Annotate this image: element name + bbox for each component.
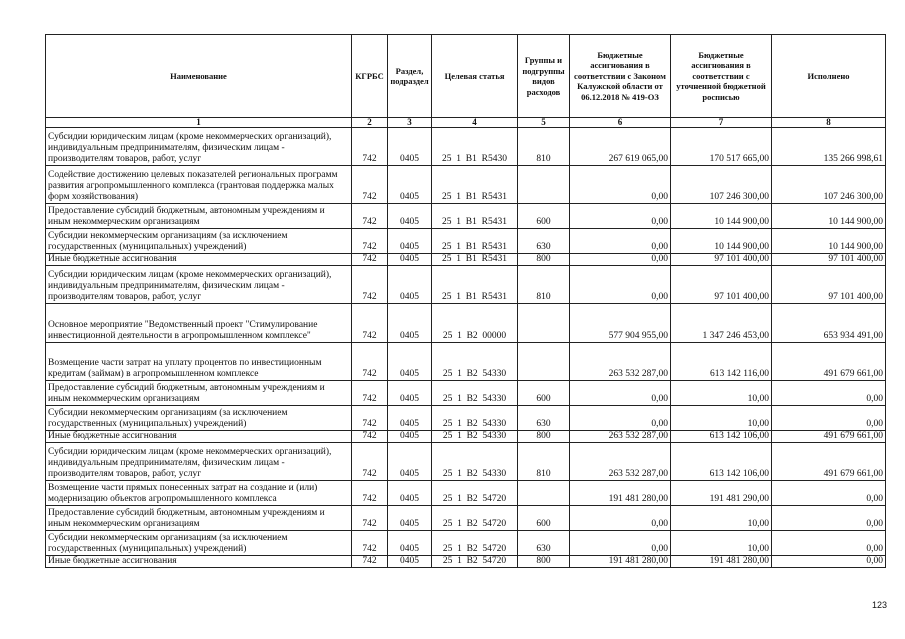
row-name: Возмещение части затрат на уплату процентов по инвестиционным кредитам (займам) в агропромышленном комплексе <box>46 343 352 381</box>
row-expense-type <box>518 304 570 343</box>
table-row <box>46 381 886 406</box>
table-row <box>46 266 886 304</box>
row-target-article: 25 1 В2 54330 <box>432 406 518 431</box>
row-executed: 491 679 661,00 <box>772 431 886 443</box>
row-kgrbs: 742 <box>352 254 388 266</box>
row-kgrbs: 742 <box>352 506 388 531</box>
row-name: Основное мероприятие "Ведомственный проект "Стимулирование инвестиционной деятельности в агропромышленном комплексе" <box>46 304 352 343</box>
row-razdel: 0405 <box>388 229 432 254</box>
row-expense-type: 630 <box>518 406 570 431</box>
header-expense-type: Группы и подгруппы видов расходов <box>518 35 570 118</box>
row-expense-type: 800 <box>518 431 570 443</box>
row-law-allocation: 267 619 065,00 <box>570 128 671 166</box>
row-razdel: 0405 <box>388 254 432 266</box>
row-refined-allocation: 191 481 290,00 <box>671 481 772 506</box>
table-row <box>46 229 886 254</box>
row-target-article: 25 1 В2 54720 <box>432 506 518 531</box>
row-refined-allocation: 613 142 106,00 <box>671 431 772 443</box>
row-name: Субсидии некоммерческим организациям (за исключением государственных (муниципальных) учреждений) <box>46 406 352 431</box>
row-razdel: 0405 <box>388 531 432 556</box>
header-kgrbs: КГРБС <box>352 35 388 118</box>
row-law-allocation: 0,00 <box>570 229 671 254</box>
header-law-allocations: Бюджетные ассигнования в соответствии с Законом Калужской области от 06.12.2018 № 419-ОЗ <box>570 35 671 118</box>
row-executed: 10 144 900,00 <box>772 229 886 254</box>
column-number: 2 <box>352 118 388 128</box>
row-expense-type: 600 <box>518 381 570 406</box>
table-row <box>46 304 886 343</box>
column-number: 4 <box>432 118 518 128</box>
row-expense-type: 600 <box>518 204 570 229</box>
row-name: Иные бюджетные ассигнования <box>46 254 352 266</box>
row-target-article: 25 1 В1 R5431 <box>432 266 518 304</box>
row-refined-allocation: 10,00 <box>671 381 772 406</box>
row-target-article: 25 1 В2 00000 <box>432 304 518 343</box>
table-row <box>46 431 886 443</box>
table-row <box>46 531 886 556</box>
table-row <box>46 556 886 568</box>
row-refined-allocation: 613 142 106,00 <box>671 443 772 481</box>
table-row <box>46 343 886 381</box>
row-refined-allocation: 97 101 400,00 <box>671 266 772 304</box>
row-name: Субсидии юридическим лицам (кроме некоммерческих организаций), индивидуальным предпринимателям, физическим лицам - производителям товаров, работ, услуг <box>46 266 352 304</box>
row-razdel: 0405 <box>388 443 432 481</box>
column-number: 1 <box>46 118 352 128</box>
row-executed: 107 246 300,00 <box>772 166 886 204</box>
row-refined-allocation: 97 101 400,00 <box>671 254 772 266</box>
header-name: Наименование <box>46 35 352 118</box>
row-name: Предоставление субсидий бюджетным, автономным учреждениям и иным некоммерческим организациям <box>46 506 352 531</box>
row-name: Иные бюджетные ассигнования <box>46 431 352 443</box>
row-law-allocation: 0,00 <box>570 266 671 304</box>
table-row <box>46 443 886 481</box>
row-law-allocation: 0,00 <box>570 254 671 266</box>
row-target-article: 25 1 В2 54720 <box>432 556 518 568</box>
table-body <box>46 128 886 568</box>
row-expense-type <box>518 481 570 506</box>
row-razdel: 0405 <box>388 556 432 568</box>
row-kgrbs: 742 <box>352 481 388 506</box>
row-target-article: 25 1 В1 R5431 <box>432 166 518 204</box>
row-target-article: 25 1 В2 54330 <box>432 381 518 406</box>
row-kgrbs: 742 <box>352 266 388 304</box>
row-target-article: 25 1 В2 54720 <box>432 481 518 506</box>
row-razdel: 0405 <box>388 406 432 431</box>
row-kgrbs: 742 <box>352 443 388 481</box>
row-law-allocation: 0,00 <box>570 531 671 556</box>
row-expense-type <box>518 343 570 381</box>
row-target-article: 25 1 В1 R5431 <box>432 204 518 229</box>
header-row <box>46 35 886 118</box>
column-number: 8 <box>772 118 886 128</box>
row-law-allocation: 263 532 287,00 <box>570 443 671 481</box>
row-kgrbs: 742 <box>352 204 388 229</box>
row-executed: 0,00 <box>772 506 886 531</box>
row-target-article: 25 1 В1 R5431 <box>432 254 518 266</box>
row-kgrbs: 742 <box>352 229 388 254</box>
row-refined-allocation: 1 347 246 453,00 <box>671 304 772 343</box>
row-law-allocation: 0,00 <box>570 381 671 406</box>
header-executed: Исполнено <box>772 35 886 118</box>
row-law-allocation: 191 481 280,00 <box>570 556 671 568</box>
header-target-article: Целевая статья <box>432 35 518 118</box>
table-row <box>46 204 886 229</box>
row-razdel: 0405 <box>388 304 432 343</box>
table-row <box>46 406 886 431</box>
row-expense-type: 630 <box>518 531 570 556</box>
row-executed: 10 144 900,00 <box>772 204 886 229</box>
row-name: Содействие достижению целевых показателей региональных программ развития агропромышленного комплекса (грантовая поддержка малых форм хозяйствования) <box>46 166 352 204</box>
budget-table <box>45 34 886 568</box>
column-number-row <box>46 118 886 128</box>
row-razdel: 0405 <box>388 128 432 166</box>
column-number: 6 <box>570 118 671 128</box>
row-target-article: 25 1 В1 R5430 <box>432 128 518 166</box>
row-target-article: 25 1 В2 54330 <box>432 431 518 443</box>
row-executed: 0,00 <box>772 406 886 431</box>
row-executed: 97 101 400,00 <box>772 254 886 266</box>
row-name: Субсидии некоммерческим организациям (за исключением государственных (муниципальных) учреждений) <box>46 531 352 556</box>
row-law-allocation: 0,00 <box>570 506 671 531</box>
row-kgrbs: 742 <box>352 431 388 443</box>
row-law-allocation: 577 904 955,00 <box>570 304 671 343</box>
row-razdel: 0405 <box>388 204 432 229</box>
row-executed: 97 101 400,00 <box>772 266 886 304</box>
row-target-article: 25 1 В2 54330 <box>432 343 518 381</box>
row-executed: 653 934 491,00 <box>772 304 886 343</box>
row-expense-type: 810 <box>518 443 570 481</box>
row-executed: 0,00 <box>772 381 886 406</box>
row-razdel: 0405 <box>388 166 432 204</box>
table-row <box>46 481 886 506</box>
row-kgrbs: 742 <box>352 531 388 556</box>
row-kgrbs: 742 <box>352 128 388 166</box>
row-executed: 0,00 <box>772 481 886 506</box>
row-refined-allocation: 10,00 <box>671 506 772 531</box>
row-law-allocation: 191 481 280,00 <box>570 481 671 506</box>
row-executed: 491 679 661,00 <box>772 443 886 481</box>
table-row <box>46 506 886 531</box>
row-razdel: 0405 <box>388 381 432 406</box>
header-refined-allocations: Бюджетные ассигнования в соответствии с уточненной бюджетной росписью <box>671 35 772 118</box>
row-name: Субсидии юридическим лицам (кроме некоммерческих организаций), индивидуальным предпринимателям, физическим лицам - производителям товаров, работ, услуг <box>46 443 352 481</box>
row-name: Предоставление субсидий бюджетным, автономным учреждениям и иным некоммерческим организациям <box>46 204 352 229</box>
table-row <box>46 254 886 266</box>
row-razdel: 0405 <box>388 343 432 381</box>
row-kgrbs: 742 <box>352 343 388 381</box>
row-razdel: 0405 <box>388 266 432 304</box>
row-expense-type: 800 <box>518 254 570 266</box>
row-target-article: 25 1 В1 R5431 <box>432 229 518 254</box>
row-kgrbs: 742 <box>352 304 388 343</box>
column-number: 3 <box>388 118 432 128</box>
row-law-allocation: 263 532 287,00 <box>570 343 671 381</box>
row-law-allocation: 263 532 287,00 <box>570 431 671 443</box>
column-number: 7 <box>671 118 772 128</box>
row-razdel: 0405 <box>388 481 432 506</box>
row-name: Предоставление субсидий бюджетным, автономным учреждениям и иным некоммерческим организациям <box>46 381 352 406</box>
row-razdel: 0405 <box>388 431 432 443</box>
row-kgrbs: 742 <box>352 166 388 204</box>
row-target-article: 25 1 В2 54720 <box>432 531 518 556</box>
row-name: Возмещение части прямых понесенных затрат на создание и (или) модернизацию объектов агропромышленного комплекса <box>46 481 352 506</box>
page-number: 123 <box>871 600 887 610</box>
row-expense-type: 800 <box>518 556 570 568</box>
row-expense-type: 630 <box>518 229 570 254</box>
row-expense-type <box>518 166 570 204</box>
row-name: Иные бюджетные ассигнования <box>46 556 352 568</box>
row-name: Субсидии юридическим лицам (кроме некоммерческих организаций), индивидуальным предпринимателям, физическим лицам - производителям товаров, работ, услуг <box>46 128 352 166</box>
row-refined-allocation: 10,00 <box>671 531 772 556</box>
row-law-allocation: 0,00 <box>570 166 671 204</box>
row-executed: 491 679 661,00 <box>772 343 886 381</box>
row-law-allocation: 0,00 <box>570 204 671 229</box>
row-executed: 135 266 998,61 <box>772 128 886 166</box>
row-refined-allocation: 107 246 300,00 <box>671 166 772 204</box>
row-name: Субсидии некоммерческим организациям (за исключением государственных (муниципальных) учреждений) <box>46 229 352 254</box>
row-kgrbs: 742 <box>352 556 388 568</box>
row-executed: 0,00 <box>772 531 886 556</box>
row-refined-allocation: 10 144 900,00 <box>671 229 772 254</box>
table-row <box>46 166 886 204</box>
row-expense-type: 810 <box>518 266 570 304</box>
row-refined-allocation: 10 144 900,00 <box>671 204 772 229</box>
row-expense-type: 600 <box>518 506 570 531</box>
column-number: 5 <box>518 118 570 128</box>
row-executed: 0,00 <box>772 556 886 568</box>
row-expense-type: 810 <box>518 128 570 166</box>
table-row <box>46 128 886 166</box>
row-refined-allocation: 191 481 280,00 <box>671 556 772 568</box>
row-target-article: 25 1 В2 54330 <box>432 443 518 481</box>
row-razdel: 0405 <box>388 506 432 531</box>
row-kgrbs: 742 <box>352 406 388 431</box>
row-kgrbs: 742 <box>352 381 388 406</box>
row-refined-allocation: 170 517 665,00 <box>671 128 772 166</box>
row-law-allocation: 0,00 <box>570 406 671 431</box>
row-refined-allocation: 613 142 116,00 <box>671 343 772 381</box>
row-refined-allocation: 10,00 <box>671 406 772 431</box>
header-razdel: Раздел, подраздел <box>388 35 432 118</box>
